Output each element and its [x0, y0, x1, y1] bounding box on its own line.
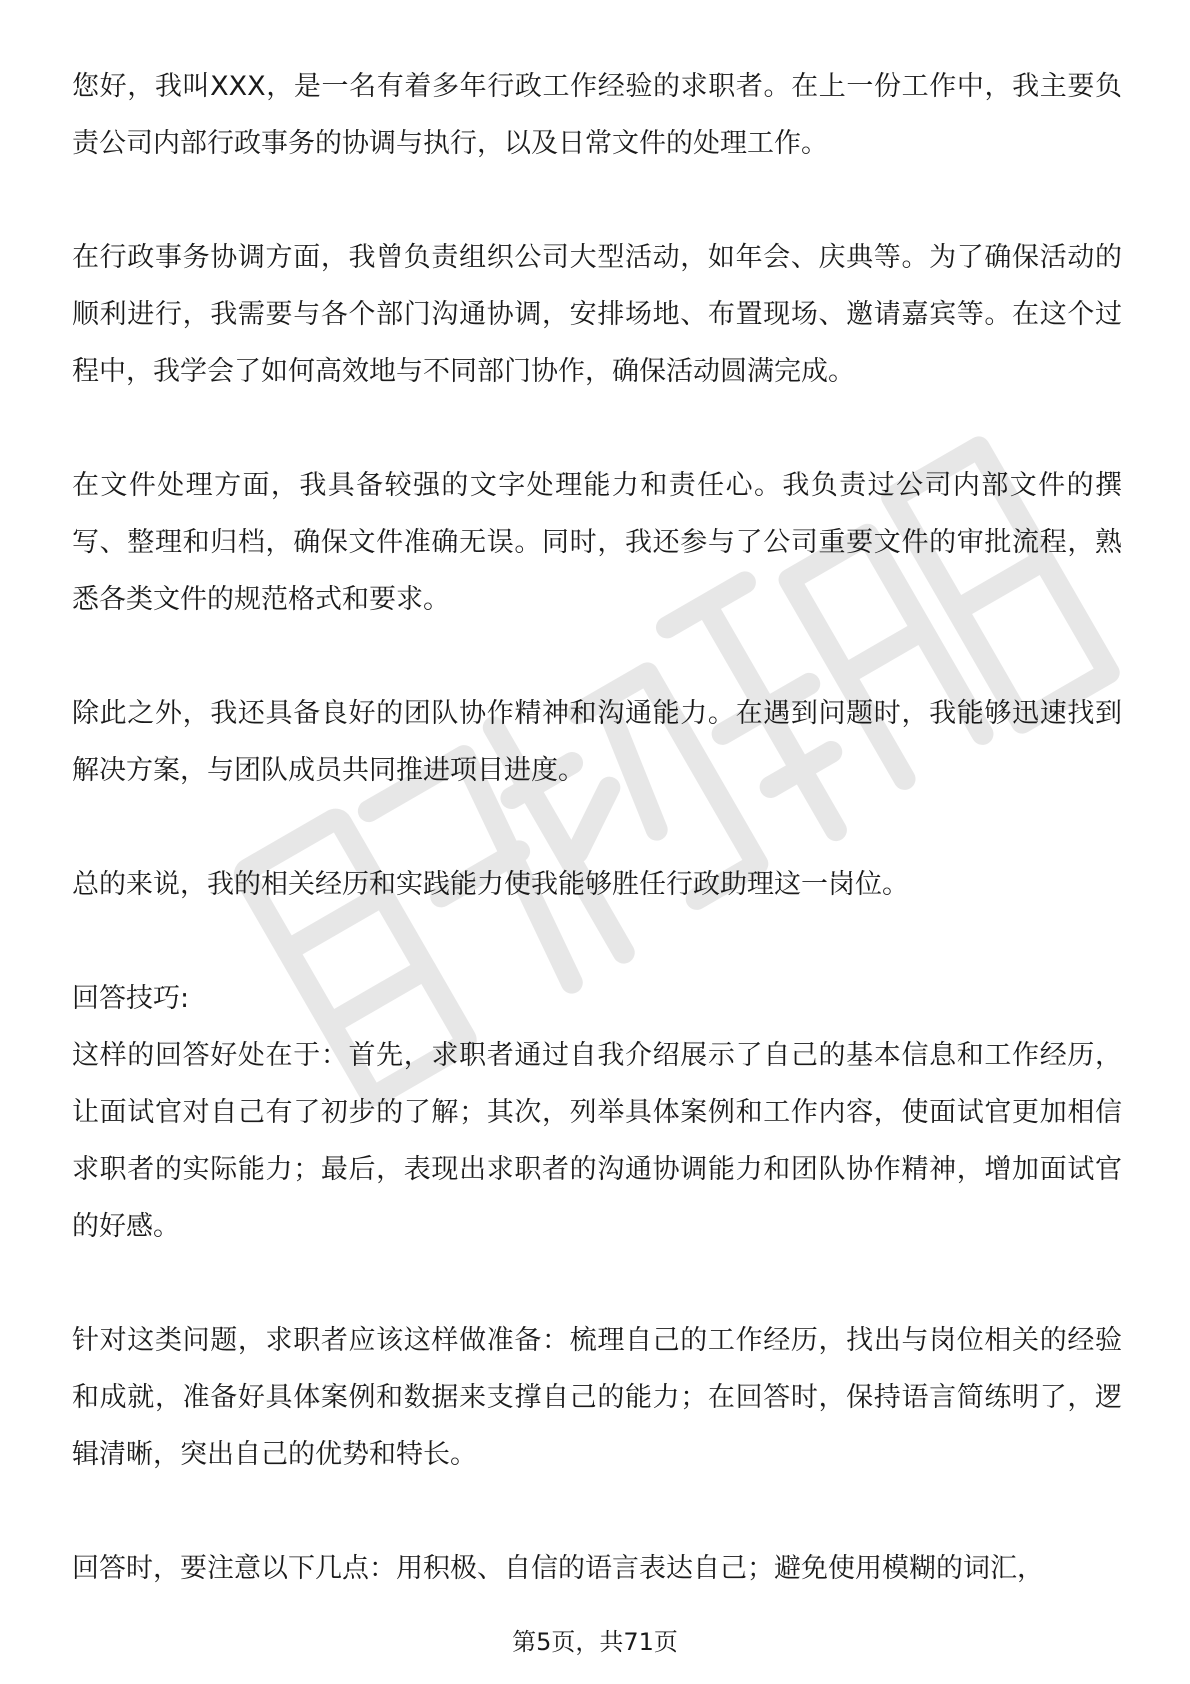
page-number: 第5页，共71页 [512, 1628, 678, 1656]
tips-heading: 回答技巧: [72, 983, 190, 1014]
tips-paragraph-preparation: 针对这类问题，求职者应该这样做准备：梳理自己的工作经历，找出与岗位相关的经验和成就，准备好具体案例和数据来支撑自己的能力；在回答时，保持语言简练明了，逻辑清晰，突出自己的优势和特长。 [72, 1325, 1122, 1470]
tips-paragraph-notes: 回答时，要注意以下几点：用积极、自信的语言表达自己；避免使用模糊的词汇， [72, 1553, 1044, 1584]
paragraph-coordination: 在行政事务协调方面，我曾负责组织公司大型活动，如年会、庆典等。为了确保活动的顺利进行，我需要与各个部门沟通协调，安排场地、布置现场、邀请嘉宾等。在这个过程中，我学会了如何高效地与不同部门协作，确保活动圆满完成。 [72, 242, 1122, 387]
paragraph-teamwork: 除此之外，我还具备良好的团队协作精神和沟通能力。在遇到问题时，我能够迅速找到解决方案，与团队成员共同推进项目进度。 [72, 698, 1122, 786]
paragraph-intro: 您好，我叫XXX，是一名有着多年行政工作经验的求职者。在上一份工作中，我主要负责公司内部行政事务的协调与执行，以及日常文件的处理工作。 [72, 71, 1122, 159]
paragraph-summary: 总的来说，我的相关经历和实践能力使我能够胜任行政助理这一岗位。 [72, 869, 909, 900]
document-body [72, 58, 1122, 1597]
paragraph-documents: 在文件处理方面，我具备较强的文字处理能力和责任心。我负责过公司内部文件的撰写、整理和归档，确保文件准确无误。同时，我还参与了公司重要文件的审批流程，熟悉各类文件的规范格式和要求。 [72, 470, 1122, 615]
tips-paragraph-benefits: 这样的回答好处在于：首先，求职者通过自我介绍展示了自己的基本信息和工作经历，让面试官对自己有了初步的了解；其次，列举具体案例和工作内容，使面试官更加相信求职者的实际能力；最后，表现出求职者的沟通协调能力和团队协作精神，增加面试官的好感。 [72, 1040, 1122, 1242]
